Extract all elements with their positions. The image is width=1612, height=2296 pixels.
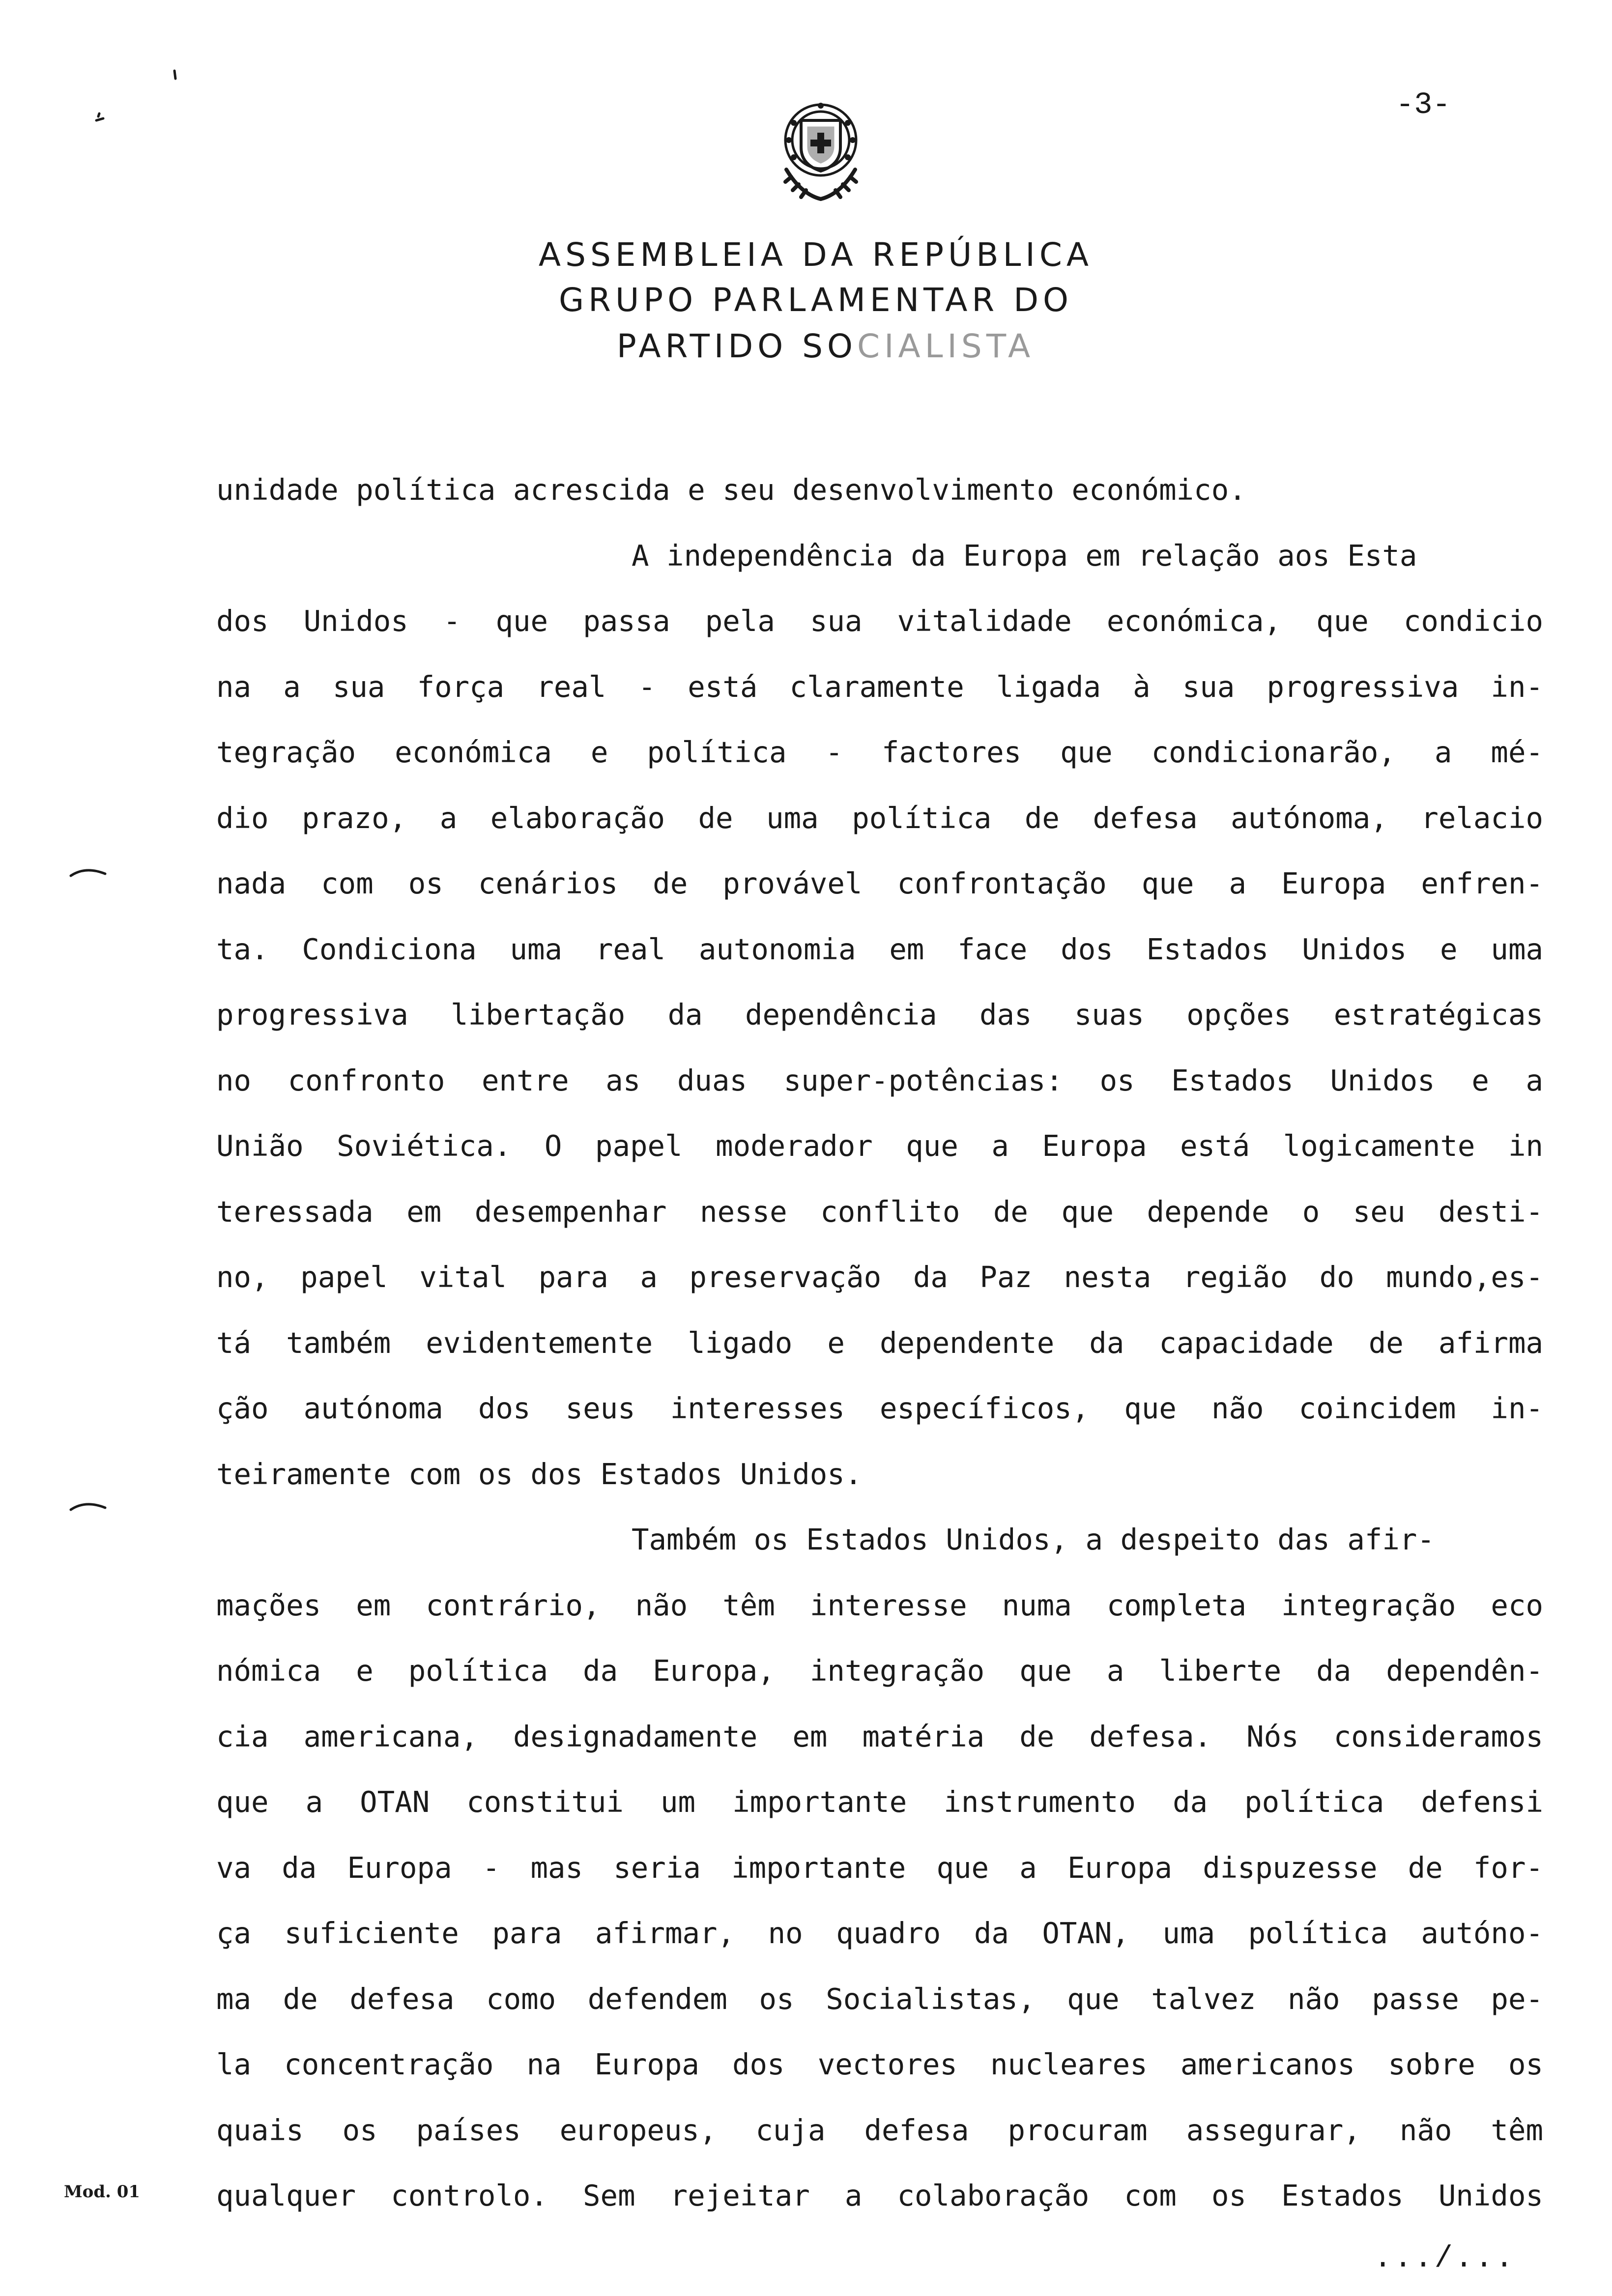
- body-line: tegração económica e política - factores que condicionarão, a mé-: [216, 735, 1543, 769]
- header-party-main: PARTIDO SO: [616, 327, 857, 365]
- margin-mark: [69, 1499, 108, 1514]
- body-line: União Soviética. O papel moderador que a Europa está logicamente in: [216, 1129, 1543, 1163]
- body-line: dos Unidos - que passa pela sua vitalidade económica, que condicio: [216, 604, 1543, 638]
- body-line: teressada em desempenhar nesse conflito de que depende o seu desti-: [216, 1194, 1543, 1229]
- body-line: teiramente com os dos Estados Unidos.: [216, 1457, 863, 1491]
- body-line: ça suficiente para afirmar, no quadro da OTAN, uma política autóno-: [216, 1916, 1543, 1950]
- body-line: A independência da Europa em relação aos Esta: [632, 538, 1417, 573]
- margin-mark: [170, 69, 179, 84]
- body-line: quais os países europeus, cuja defesa procuram assegurar, não têm: [216, 2113, 1543, 2147]
- body-line: va da Europa - mas seria importante que a Europa dispuzesse de for-: [216, 1850, 1543, 1885]
- body-line: no confronto entre as duas super-potências: os Estados Unidos e a: [216, 1063, 1543, 1097]
- margin-mark: [93, 106, 108, 125]
- header-parliamentary-group: GRUPO PARLAMENTAR DO: [558, 281, 1073, 319]
- body-line: que a OTAN constitui um importante instrumento da política defensi: [216, 1785, 1543, 1819]
- body-line: tá também evidentemente ligado e dependente da capacidade de afirma: [216, 1325, 1543, 1360]
- body-line: qualquer controlo. Sem rejeitar a colaboração com os Estados Unidos: [216, 2179, 1543, 2212]
- continuation-mark: .../...: [1374, 2241, 1516, 2276]
- body-line: progressiva libertação da dependência das suas opções estratégicas: [216, 998, 1543, 1032]
- body-line: ção autónoma dos seus interesses específicos, que não coincidem in-: [216, 1391, 1543, 1425]
- page-number: -3-: [1396, 87, 1451, 122]
- body-line: cia americana, designadamente em matéria de defesa. Nós consideramos: [216, 1719, 1543, 1753]
- header-assembly-name: ASSEMBLEIA DA REPÚBLICA: [538, 236, 1094, 274]
- coat-of-arms-emblem: [764, 86, 877, 209]
- form-code-label: Mod. 01: [64, 2182, 141, 2202]
- body-line: unidade política acrescida e seu desenvolvimento económico.: [216, 473, 1246, 507]
- margin-mark: [69, 865, 108, 880]
- body-line: Também os Estados Unidos, a despeito das afir-: [632, 1522, 1435, 1556]
- document-body: [216, 457, 1543, 2229]
- body-line: dio prazo, a elaboração de uma política de defesa autónoma, relacio: [216, 801, 1543, 835]
- body-line: no, papel vital para a preservação da Paz nesta região do mundo,es-: [216, 1260, 1543, 1294]
- header-party-faded: CIALISTA: [857, 327, 1035, 365]
- body-line: la concentração na Europa dos vectores nucleares americanos sobre os: [216, 2047, 1543, 2081]
- header-party-name: [0, 327, 1612, 365]
- body-line: na a sua força real - está claramente ligada à sua progressiva in-: [216, 669, 1543, 704]
- body-line: mações em contrário, não têm interesse numa completa integração eco: [216, 1588, 1543, 1622]
- body-line: ta. Condiciona uma real autonomia em face dos Estados Unidos e uma: [216, 932, 1543, 966]
- body-line: nómica e política da Europa, integração que a liberte da dependên-: [216, 1654, 1543, 1688]
- body-line: ma de defesa como defendem os Socialistas, que talvez não passe pe-: [216, 1981, 1543, 2016]
- body-line: nada com os cenários de provável confrontação que a Europa enfren-: [216, 866, 1543, 900]
